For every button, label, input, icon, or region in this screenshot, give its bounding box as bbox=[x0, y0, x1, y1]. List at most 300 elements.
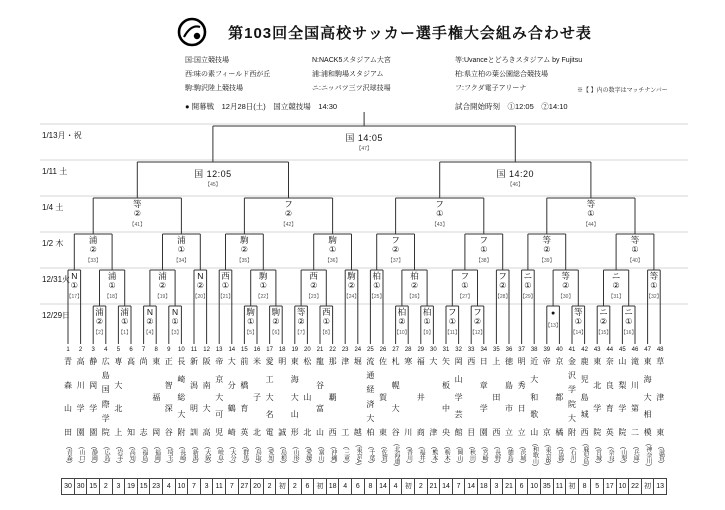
team-name: 前 橋 育 英 bbox=[240, 357, 249, 437]
appearance-count: 27 bbox=[238, 478, 252, 495]
venue-game-number: ② bbox=[562, 281, 570, 290]
team-column bbox=[276, 346, 289, 470]
appearance-count: 18 bbox=[477, 478, 491, 495]
team-number: 20 bbox=[304, 347, 311, 353]
venue-legend-item: 西:味の素フィールド西が丘 bbox=[185, 71, 271, 78]
match-number: 【33】 bbox=[85, 258, 101, 264]
venue-abbr: フ bbox=[391, 235, 400, 245]
team-number: 45 bbox=[619, 347, 626, 353]
appearance-count: 2 bbox=[414, 478, 428, 495]
team-number: 3 bbox=[91, 347, 95, 353]
team-name: 滝 川 第 二 bbox=[630, 357, 639, 437]
team-prefecture: (沖縄) bbox=[329, 446, 336, 463]
venue-game-number: ② bbox=[398, 317, 406, 326]
team-name: 金 沢 学 院 大 附 bbox=[567, 357, 576, 437]
team-column bbox=[389, 346, 402, 470]
venue-game-number: ② bbox=[133, 209, 141, 218]
team-name: 松 山 北 bbox=[303, 357, 312, 437]
venue-abbr: 等 bbox=[561, 271, 570, 281]
venue-game-number: ① bbox=[177, 245, 185, 254]
team-column bbox=[125, 346, 138, 470]
venue-abbr: 西 bbox=[221, 271, 230, 281]
team-prefecture: (大阪) bbox=[203, 446, 210, 463]
team-name: 高 知 bbox=[126, 357, 135, 437]
team-name: 鹿 児 島 城 西 bbox=[580, 357, 589, 437]
appearance-count: 8 bbox=[578, 478, 592, 495]
match-number: 【21】 bbox=[217, 294, 234, 300]
team-name: 日 章 学 園 bbox=[479, 357, 488, 437]
team-prefecture: (秋田) bbox=[468, 446, 475, 463]
venue-game-number: ① bbox=[108, 281, 116, 290]
team-prefecture: (鳥取) bbox=[254, 446, 261, 463]
appearance-count: 初 bbox=[641, 478, 655, 495]
match-number: 【37】 bbox=[387, 258, 404, 264]
venue-abbr: 等 bbox=[649, 271, 659, 281]
team-name: 大 津 bbox=[429, 357, 438, 437]
venue-time-label: 国 12:05 bbox=[194, 169, 232, 179]
appearance-count: 15 bbox=[137, 478, 151, 495]
venue-abbr: 等 bbox=[296, 307, 306, 317]
match-number: 【16】 bbox=[620, 330, 637, 336]
team-name: 山 梨 学 院 bbox=[618, 357, 627, 437]
venue-game-number: ① bbox=[524, 281, 532, 290]
team-number: 23 bbox=[341, 347, 349, 353]
venue-abbr: 浦 bbox=[120, 307, 129, 317]
team-column bbox=[213, 346, 226, 470]
match-number: 【18】 bbox=[104, 294, 120, 300]
venue-legend-item: N:NACK5スタジアム大宮 bbox=[312, 57, 391, 64]
team-prefecture: (石川) bbox=[569, 446, 576, 463]
team-name: 東 福 岡 bbox=[152, 357, 161, 437]
team-name: 龍 谷 富 山 bbox=[315, 357, 324, 437]
team-prefecture: (北海道) bbox=[392, 443, 399, 466]
team-number: 5 bbox=[116, 347, 121, 353]
match-number: 【10】 bbox=[394, 330, 410, 336]
team-name: 明 誠 bbox=[278, 357, 287, 437]
team-column bbox=[364, 346, 377, 470]
team-prefecture: (東京B) bbox=[544, 444, 551, 465]
team-name: 東 海 大 山 形 bbox=[290, 357, 299, 437]
appearance-count: 11 bbox=[553, 478, 567, 495]
team-column bbox=[301, 346, 314, 470]
venue-legend-item: 国:国立競技場 bbox=[185, 57, 229, 64]
appearance-count: 3 bbox=[200, 478, 214, 495]
team-prefecture: (福島) bbox=[140, 446, 147, 463]
team-column bbox=[566, 346, 579, 470]
venue-game-number: ② bbox=[310, 281, 318, 290]
appearance-count: 4 bbox=[162, 478, 176, 495]
venue-game-number: ① bbox=[574, 317, 582, 326]
team-prefecture: (鹿児島) bbox=[581, 443, 588, 466]
venue-abbr: 西 bbox=[309, 271, 318, 281]
venue-game-number: ① bbox=[650, 281, 658, 290]
team-number: 44 bbox=[606, 347, 614, 353]
venue-game-number: ② bbox=[347, 281, 356, 290]
team-column bbox=[415, 346, 428, 470]
appearance-count: 20 bbox=[250, 478, 264, 495]
team-name: 阪 南 大 高 bbox=[202, 357, 211, 437]
match-number: 【13】 bbox=[545, 323, 561, 329]
team-name: 矢 板 中 央 bbox=[441, 357, 450, 437]
page-title: 第103回全国高校サッカー選手権大会組み合わせ表 bbox=[228, 25, 592, 42]
team-column bbox=[200, 346, 213, 470]
match-number: 【40】 bbox=[627, 258, 643, 264]
venue-time-label: 国 14:05 bbox=[345, 133, 383, 143]
opening-match-mark: ● bbox=[550, 310, 556, 317]
venue-abbr: 駒 bbox=[240, 235, 249, 245]
team-number: 10 bbox=[178, 347, 185, 353]
venue-legend-item: 柏:県立柏の葉公園総合競技場 bbox=[455, 71, 548, 78]
team-number: 19 bbox=[291, 347, 299, 353]
team-number: 47 bbox=[644, 347, 651, 353]
team-column bbox=[175, 346, 188, 470]
venue-game-number: ② bbox=[473, 317, 482, 326]
venue-game-number: ② bbox=[410, 281, 419, 290]
team-prefecture: (神奈川) bbox=[644, 443, 651, 466]
team-column bbox=[541, 346, 554, 470]
venue-legend-item: フ:フクダ電子アリーナ bbox=[455, 85, 527, 92]
date-label: 1/11 土 bbox=[42, 167, 68, 176]
venue-abbr: 等 bbox=[630, 235, 640, 245]
team-prefecture: (福岡) bbox=[153, 446, 160, 463]
appearance-count: 30 bbox=[74, 478, 88, 495]
team-prefecture: (和歌山) bbox=[531, 443, 538, 466]
match-number: 【23】 bbox=[305, 294, 322, 300]
match-number: 【7】 bbox=[294, 330, 308, 336]
appearance-count: 6 bbox=[351, 478, 365, 495]
venue-game-number: ① bbox=[322, 317, 330, 326]
team-prefecture: (宮城) bbox=[594, 446, 601, 463]
team-column bbox=[604, 346, 617, 470]
venue-abbr: ニ bbox=[624, 307, 633, 317]
match-number: 【46】 bbox=[507, 182, 524, 188]
team-column bbox=[339, 346, 352, 470]
match-number: 【12】 bbox=[469, 330, 486, 336]
venue-abbr: フ bbox=[473, 307, 482, 317]
venue-abbr: 等 bbox=[133, 199, 142, 209]
date-label: 1/2 木 bbox=[42, 239, 64, 248]
team-number: 22 bbox=[329, 347, 336, 353]
team-column bbox=[641, 346, 654, 470]
team-number: 15 bbox=[241, 347, 248, 353]
team-prefecture: (佐賀) bbox=[380, 446, 387, 463]
venue-abbr: 駒 bbox=[259, 271, 268, 281]
appearance-count: 8 bbox=[364, 478, 378, 495]
match-number: 【47】 bbox=[356, 146, 372, 152]
appearance-count: 2 bbox=[263, 478, 277, 495]
appearance-count: 21 bbox=[502, 478, 516, 495]
team-column bbox=[74, 346, 87, 470]
team-column bbox=[163, 346, 176, 470]
team-name: 正 智 深 谷 bbox=[164, 357, 173, 437]
team-prefecture: (愛媛) bbox=[304, 446, 311, 463]
team-prefecture: (岐阜) bbox=[216, 446, 223, 463]
team-prefecture: (熊本) bbox=[430, 446, 437, 463]
venue-game-number: ① bbox=[631, 245, 639, 254]
appearance-count: 初 bbox=[401, 478, 415, 495]
team-name: 奈 良 育 英 bbox=[605, 357, 614, 437]
team-prefecture: (愛知) bbox=[266, 446, 273, 463]
venue-abbr: 柏 bbox=[410, 271, 419, 281]
team-name: 徳 島 市 立 bbox=[504, 357, 513, 437]
team-number: 38 bbox=[530, 347, 538, 353]
team-name: 静 岡 学 園 bbox=[89, 357, 98, 437]
team-number: 25 bbox=[367, 347, 374, 353]
appearance-count: 18 bbox=[326, 478, 340, 495]
venue-game-number: ② bbox=[240, 245, 248, 254]
team-column bbox=[553, 346, 566, 470]
team-column bbox=[314, 346, 327, 470]
venue-abbr: 柏 bbox=[422, 307, 432, 317]
venue-legend-item: ニ:ニッパツ三ツ沢球技場 bbox=[312, 85, 391, 92]
match-number-note: ※【 】内の数字はマッチナンバー bbox=[577, 88, 668, 94]
match-number: 【35】 bbox=[236, 258, 253, 264]
team-name: 西 目 bbox=[467, 357, 476, 437]
team-prefecture: (島根) bbox=[279, 446, 286, 463]
venue-game-number: ② bbox=[89, 245, 97, 254]
venue-game-number: ② bbox=[146, 317, 154, 326]
venue-game-number: ② bbox=[599, 317, 608, 326]
team-column bbox=[591, 346, 604, 470]
team-column bbox=[478, 346, 491, 470]
appearance-count: 10 bbox=[616, 478, 630, 495]
venue-abbr: N bbox=[197, 271, 204, 281]
team-name: 草 津 東 bbox=[656, 357, 665, 437]
venue-game-number: ① bbox=[247, 317, 255, 326]
appearance-count: 3 bbox=[490, 478, 504, 495]
team-prefecture: (京都) bbox=[556, 446, 563, 463]
venue-abbr: ニ bbox=[611, 271, 621, 281]
team-number: 39 bbox=[543, 347, 551, 353]
match-number: 【14】 bbox=[570, 330, 587, 336]
team-number: 42 bbox=[581, 347, 588, 353]
team-column bbox=[100, 346, 113, 470]
team-column bbox=[377, 346, 390, 470]
venue-abbr: 西 bbox=[322, 307, 331, 317]
appearance-count: 7 bbox=[187, 478, 201, 495]
venue-abbr: 浦 bbox=[107, 271, 117, 281]
team-prefecture: (栃木) bbox=[443, 446, 450, 463]
team-number: 16 bbox=[253, 347, 261, 353]
team-number: 36 bbox=[505, 347, 513, 353]
team-name: 広 島 国 際 学 院 bbox=[101, 357, 110, 437]
venue-abbr: 等 bbox=[574, 307, 583, 317]
team-name: 津 工 bbox=[341, 357, 350, 437]
venue-abbr: フ bbox=[284, 199, 293, 209]
team-number: 32 bbox=[455, 347, 462, 353]
venue-legend-item: 駒:駒沢陸上競技場 bbox=[185, 85, 243, 92]
match-number: 【41】 bbox=[129, 222, 146, 228]
match-number: 【22】 bbox=[255, 294, 272, 300]
team-number: 48 bbox=[656, 347, 664, 353]
venue-abbr: フ bbox=[498, 271, 507, 281]
team-name: 長 崎 総 大 附 bbox=[177, 357, 186, 437]
team-prefecture: (千葉) bbox=[367, 446, 374, 463]
team-column bbox=[528, 346, 541, 470]
team-number: 43 bbox=[593, 347, 601, 353]
team-number: 28 bbox=[404, 347, 412, 353]
team-column bbox=[289, 346, 302, 470]
team-name: 帝 京 bbox=[542, 357, 551, 437]
match-number: 【26】 bbox=[406, 294, 423, 300]
venue-abbr: フ bbox=[435, 199, 444, 209]
venue-abbr: N bbox=[172, 307, 179, 317]
appearance-count: 21 bbox=[427, 478, 441, 495]
team-number: 40 bbox=[556, 347, 563, 353]
team-prefecture: (群馬) bbox=[241, 446, 248, 463]
team-column bbox=[490, 346, 503, 470]
team-prefecture: (静岡) bbox=[90, 446, 97, 463]
match-number: 【38】 bbox=[476, 258, 492, 264]
venue-legend-item: 等:Uvanceとどろきスタジアム by Fujitsu bbox=[455, 57, 583, 64]
appearance-count: 3 bbox=[112, 478, 126, 495]
date-label: 12/31火 bbox=[42, 275, 71, 284]
match-number: 【31】 bbox=[608, 294, 624, 300]
team-prefecture: (岩手) bbox=[115, 446, 122, 463]
team-prefecture: (徳島) bbox=[506, 446, 513, 463]
match-number: 【43】 bbox=[431, 222, 448, 228]
team-name: 帝 京 大 可 児 bbox=[215, 357, 224, 437]
venue-game-number: ① bbox=[70, 281, 78, 290]
match-number: 【36】 bbox=[324, 258, 341, 264]
team-column bbox=[465, 346, 478, 470]
team-column bbox=[137, 346, 150, 470]
match-number: 【11】 bbox=[444, 330, 460, 336]
team-number: 30 bbox=[430, 347, 437, 353]
appearance-count: 7 bbox=[225, 478, 239, 495]
match-number: 【32】 bbox=[646, 294, 662, 300]
team-column bbox=[402, 346, 415, 470]
team-column bbox=[515, 346, 528, 470]
venue-game-number: ① bbox=[448, 317, 456, 326]
appearance-count: 10 bbox=[527, 478, 541, 495]
match-number: 【2】 bbox=[93, 330, 106, 336]
appearance-count: 5 bbox=[590, 478, 604, 495]
appearance-count: 2 bbox=[288, 478, 302, 495]
appearance-count: 2 bbox=[99, 478, 113, 495]
team-column bbox=[503, 346, 516, 470]
venue-abbr: 柏 bbox=[372, 271, 381, 281]
venue-abbr: 浦 bbox=[95, 307, 104, 317]
appearance-count: 14 bbox=[439, 478, 453, 495]
team-name: 大 分 鶴 崎 bbox=[227, 357, 236, 437]
team-name: 尚 志 bbox=[139, 357, 148, 437]
team-column bbox=[578, 346, 591, 470]
venue-abbr: 浦 bbox=[158, 271, 167, 281]
team-number: 7 bbox=[141, 347, 146, 353]
team-prefecture: (東京A) bbox=[355, 444, 362, 465]
date-label: 12/29日 bbox=[42, 311, 71, 320]
date-label: 1/13月・祝 bbox=[42, 131, 82, 140]
team-column bbox=[87, 346, 100, 470]
team-name: 専 大 北 上 bbox=[114, 357, 123, 437]
appearance-count: 6 bbox=[301, 478, 315, 495]
venue-game-number: ② bbox=[612, 281, 620, 290]
venue-abbr: ニ bbox=[523, 271, 533, 281]
appearance-count: 4 bbox=[389, 478, 403, 495]
team-number: 27 bbox=[392, 347, 399, 353]
team-number: 29 bbox=[417, 347, 425, 353]
venue-abbr: 浦 bbox=[88, 235, 98, 245]
team-prefecture: (富山) bbox=[317, 446, 324, 463]
venue-game-number: ① bbox=[480, 245, 488, 254]
match-number: 【20】 bbox=[192, 294, 209, 300]
team-number: 17 bbox=[266, 347, 273, 353]
appearance-count: 14 bbox=[464, 478, 478, 495]
team-number: 9 bbox=[167, 347, 171, 353]
team-name: 新 潟 明 訓 bbox=[189, 357, 198, 437]
team-number: 11 bbox=[190, 347, 198, 353]
appearance-count: 初 bbox=[313, 478, 327, 495]
match-number: 【29】 bbox=[520, 294, 536, 300]
team-prefecture: (三重) bbox=[342, 446, 349, 463]
team-name: 青 森 山 田 bbox=[63, 357, 72, 437]
venue-game-number: ① bbox=[329, 245, 337, 254]
team-prefecture: (青森) bbox=[65, 446, 72, 463]
team-column bbox=[616, 346, 629, 470]
team-number: 4 bbox=[104, 347, 108, 353]
team-name: 福 井 商 bbox=[416, 357, 425, 437]
venue-abbr: 駒 bbox=[271, 307, 281, 317]
start-times-info: 試合開始時刻 ①12:05 ②14:10 bbox=[455, 102, 568, 111]
venue-abbr: フ bbox=[479, 235, 489, 245]
match-number: 【25】 bbox=[368, 294, 385, 300]
team-number: 12 bbox=[203, 347, 210, 353]
match-number: 【1】 bbox=[118, 330, 132, 336]
team-name: 明 秀 日 立 bbox=[517, 357, 526, 437]
team-column bbox=[226, 346, 239, 470]
team-number: 35 bbox=[493, 347, 500, 353]
venue-game-number: ① bbox=[259, 281, 267, 290]
match-number: 【17】 bbox=[66, 294, 83, 300]
match-number: 【4】 bbox=[143, 330, 157, 336]
match-number: 【5】 bbox=[244, 330, 258, 336]
opening-match-info: ● 開幕戦 12月28日(土) 国立競技場 14:30 bbox=[185, 102, 338, 111]
appearance-count: 11 bbox=[212, 478, 226, 495]
team-number: 13 bbox=[215, 347, 223, 353]
venue-game-number: ② bbox=[543, 245, 551, 254]
venue-time-label: 国 14:20 bbox=[496, 169, 535, 179]
team-prefecture: (長崎) bbox=[178, 446, 185, 463]
team-column bbox=[352, 346, 365, 470]
match-number: 【28】 bbox=[494, 294, 511, 300]
team-column bbox=[440, 346, 453, 470]
team-prefecture: (兵庫) bbox=[632, 446, 639, 463]
team-prefecture: (岡山) bbox=[455, 446, 462, 463]
team-number: 18 bbox=[278, 347, 286, 353]
appearance-count: 23 bbox=[149, 478, 163, 495]
team-prefecture: (山口) bbox=[77, 446, 84, 463]
team-name: 上 田 西 bbox=[492, 357, 501, 437]
team-number: 8 bbox=[154, 347, 158, 353]
appearance-count: 22 bbox=[628, 478, 642, 495]
venue-game-number: ② bbox=[392, 245, 400, 254]
team-name: 札 幌 大 谷 bbox=[391, 357, 400, 437]
venue-abbr: 駒 bbox=[246, 307, 255, 317]
team-name: 高 川 学 園 bbox=[76, 357, 85, 437]
team-prefecture: (新潟) bbox=[191, 446, 198, 463]
venue-abbr: フ bbox=[460, 271, 470, 281]
venue-game-number: ② bbox=[499, 281, 507, 290]
team-number: 14 bbox=[228, 347, 236, 353]
team-column bbox=[251, 346, 264, 470]
match-number: 【9】 bbox=[420, 330, 434, 336]
match-number: 【30】 bbox=[557, 294, 574, 300]
team-column bbox=[452, 346, 465, 470]
venue-game-number: ② bbox=[284, 209, 293, 218]
venue-abbr: 浦 bbox=[177, 235, 186, 245]
venue-abbr: ニ bbox=[599, 307, 608, 317]
